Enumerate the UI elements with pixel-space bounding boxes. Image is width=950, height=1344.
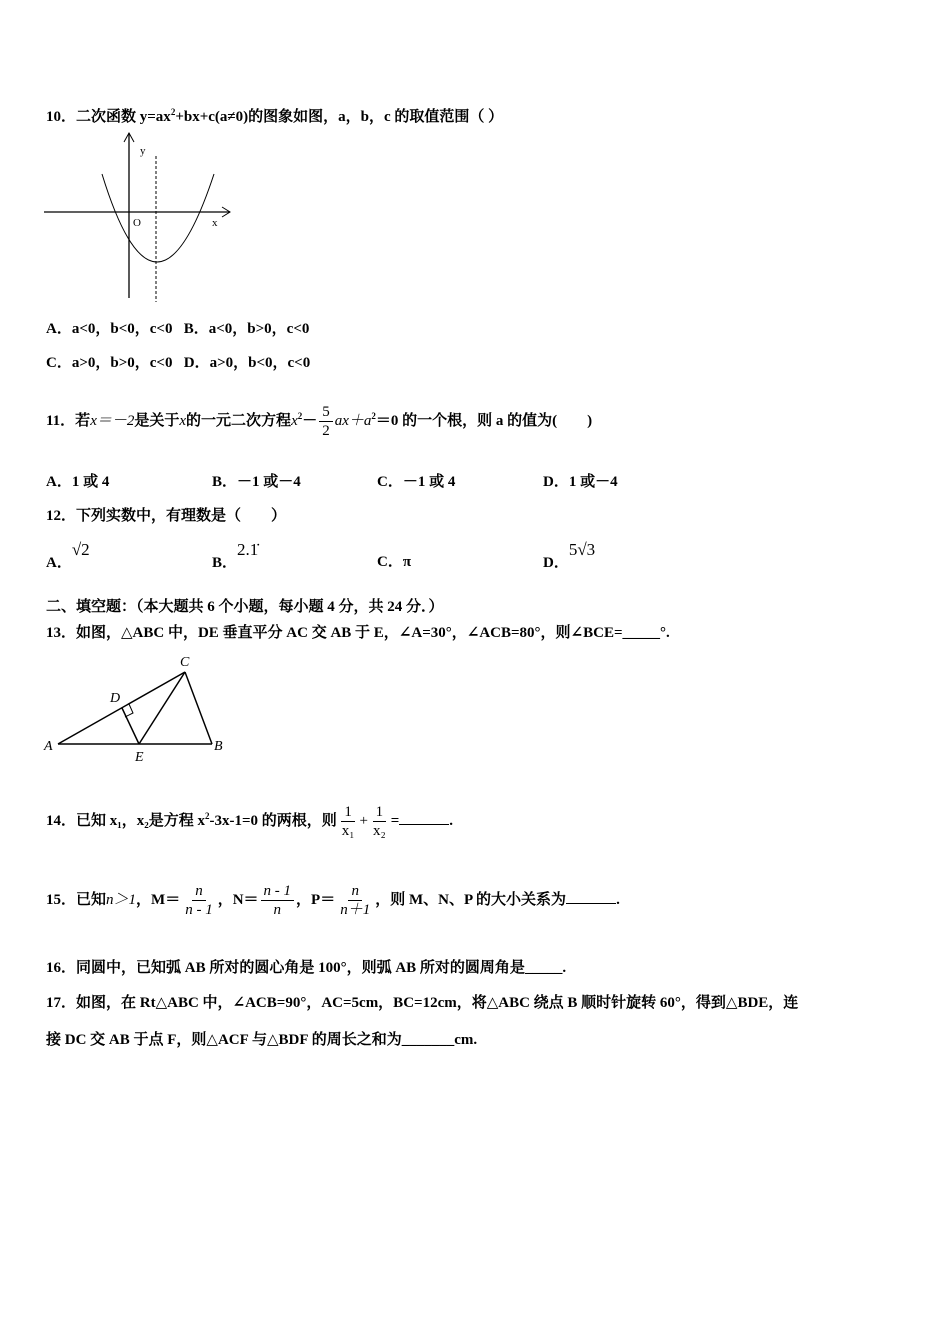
label-e: E	[135, 750, 144, 765]
q10-option-b[interactable]: B．a<0，b>0，c<0	[183, 321, 310, 337]
q15-p: ，P＝	[296, 892, 336, 908]
question-16: 16．同圆中，已知弧 AB 所对的圆心角是 100°，则弧 AB 所对的圆周角是_____.	[46, 960, 567, 976]
q14-frac1	[339, 803, 358, 840]
q10-stem: 10．二次函数 y=ax	[46, 109, 171, 125]
q11-option-a[interactable]: A．1 或 4	[46, 474, 110, 490]
question-11: 11．若x＝－2是关于x的一元二次方程$x^2-$ $\frac{5}{2}$ $ax+a^2=0$ 的一个根，则 a 的值为( )	[46, 404, 593, 440]
frac-den: 2	[322, 423, 330, 440]
frac-num: n	[348, 882, 362, 901]
parabola-graph	[44, 130, 234, 302]
q10-options-row2	[46, 353, 310, 373]
label-c: C	[180, 655, 190, 670]
q10-sup: 2	[170, 107, 176, 117]
opt-label: C．	[377, 554, 403, 570]
question-12: 12．下列实数中，有理数是（ ）	[46, 508, 287, 524]
frac-den: n＋1	[340, 902, 371, 919]
q15-m: ，M＝	[136, 892, 181, 908]
frac-den: x₂	[373, 823, 386, 840]
q12-option-b[interactable]	[212, 540, 259, 571]
q14-eq: =	[390, 813, 400, 829]
q11-fraction	[319, 403, 333, 440]
q14-b: -3x-1=0 的两根，则	[209, 813, 337, 829]
question-10	[46, 102, 503, 127]
opt-value: √2	[71, 540, 90, 559]
y-axis-label: y	[140, 145, 146, 157]
frac-den: n	[273, 902, 282, 919]
q14-plus: +	[359, 813, 368, 829]
opt-label: A．	[46, 555, 72, 571]
frac-num: 1	[341, 803, 355, 822]
origin-label: O	[133, 217, 141, 229]
answer-blank[interactable]	[566, 889, 616, 904]
frac-den: x₁	[341, 823, 355, 840]
q15-a: 15．已知	[46, 892, 107, 908]
frac-den: n - 1	[185, 902, 213, 919]
q11-option-d[interactable]: D．1 或－4	[543, 474, 618, 490]
q11-b: 是关于	[134, 413, 180, 429]
q11-minus: －	[302, 413, 318, 429]
q14-a: 14．已知 x₁，x₂是方程 x	[46, 813, 205, 829]
question-17-line2: 接 DC 交 AB 于点 F，则△ACF 与△BDF 的周长之和为_______cm.	[46, 1032, 478, 1048]
label-d: D	[110, 691, 121, 706]
q15-end: .	[616, 892, 620, 908]
q14-sup: 2	[205, 811, 210, 821]
q11-c: 的一元二次方程	[186, 413, 292, 429]
x-axis-label: x	[212, 217, 218, 229]
opt-value: 5√3	[568, 540, 596, 559]
q15-frac-m	[182, 882, 216, 919]
opt-label: D．	[543, 555, 569, 571]
q11-option-c[interactable]: C．－1 或 4	[377, 474, 456, 490]
q12-option-d[interactable]	[543, 540, 596, 571]
label-a: A	[44, 739, 53, 754]
q11-xeq: x＝－2	[90, 413, 135, 429]
q11-option-b[interactable]: B．－1 或－4	[212, 474, 301, 490]
q10-options-row1	[46, 319, 309, 339]
q15-frac-p	[337, 882, 373, 919]
q11-a: 11．若	[46, 413, 91, 429]
frac-num: n	[192, 882, 206, 901]
question-15	[46, 880, 620, 920]
q15-frac-n	[261, 882, 295, 919]
q11-ax: ax＋a	[334, 413, 372, 429]
question-13: 13．如图，△ABC 中，DE 垂直平分 AC 交 AB 于 E，∠A=30°，∠ACB=80°，则∠BCE=_____°.	[46, 625, 670, 641]
q11-tail: ＝0 的一个根，则 a 的值为( )	[375, 413, 593, 429]
q11-x2: x	[291, 413, 298, 429]
q15-n: ，N＝	[217, 892, 259, 908]
opt-value: 2.1̇	[237, 540, 259, 559]
frac-num: 5	[319, 403, 333, 422]
q15-tail: ，则 M、N、P 的大小关系为	[375, 892, 567, 908]
q10-option-c[interactable]: C．a>0，b>0，c<0	[46, 355, 173, 371]
question-17-line1: 17．如图，在 Rt△ABC 中，∠ACB=90°，AC=5cm，BC=12cm，将△ABC 绕点 B 顺时针旋转 60°，得到△BDE，连	[46, 995, 799, 1011]
opt-label: B．	[212, 555, 238, 571]
opt-value: π	[402, 554, 412, 570]
frac-num: 1	[373, 803, 387, 822]
q15-cond: n＞1	[106, 892, 137, 908]
q10-stem2: +bx+c(a≠0)的图象如图，a，b，c 的取值范围（ ）	[175, 109, 504, 125]
q11-x: x	[179, 413, 187, 429]
q12-option-c[interactable]	[377, 552, 411, 572]
q10-option-a[interactable]: A．a<0，b<0，c<0	[46, 321, 173, 337]
question-14	[46, 796, 453, 841]
label-b: B	[214, 739, 223, 754]
q10-option-d[interactable]: D．a>0，b<0，c<0	[183, 355, 311, 371]
q14-frac2	[370, 803, 389, 840]
answer-blank[interactable]	[399, 810, 449, 825]
q12-option-a[interactable]	[46, 540, 90, 571]
frac-num: n - 1	[261, 882, 295, 901]
q14-end: .	[449, 813, 454, 829]
triangle-figure	[40, 650, 240, 770]
section-heading: 二、填空题：（本大题共 6 个小题，每小题 4 分，共 24 分．）	[46, 599, 444, 615]
